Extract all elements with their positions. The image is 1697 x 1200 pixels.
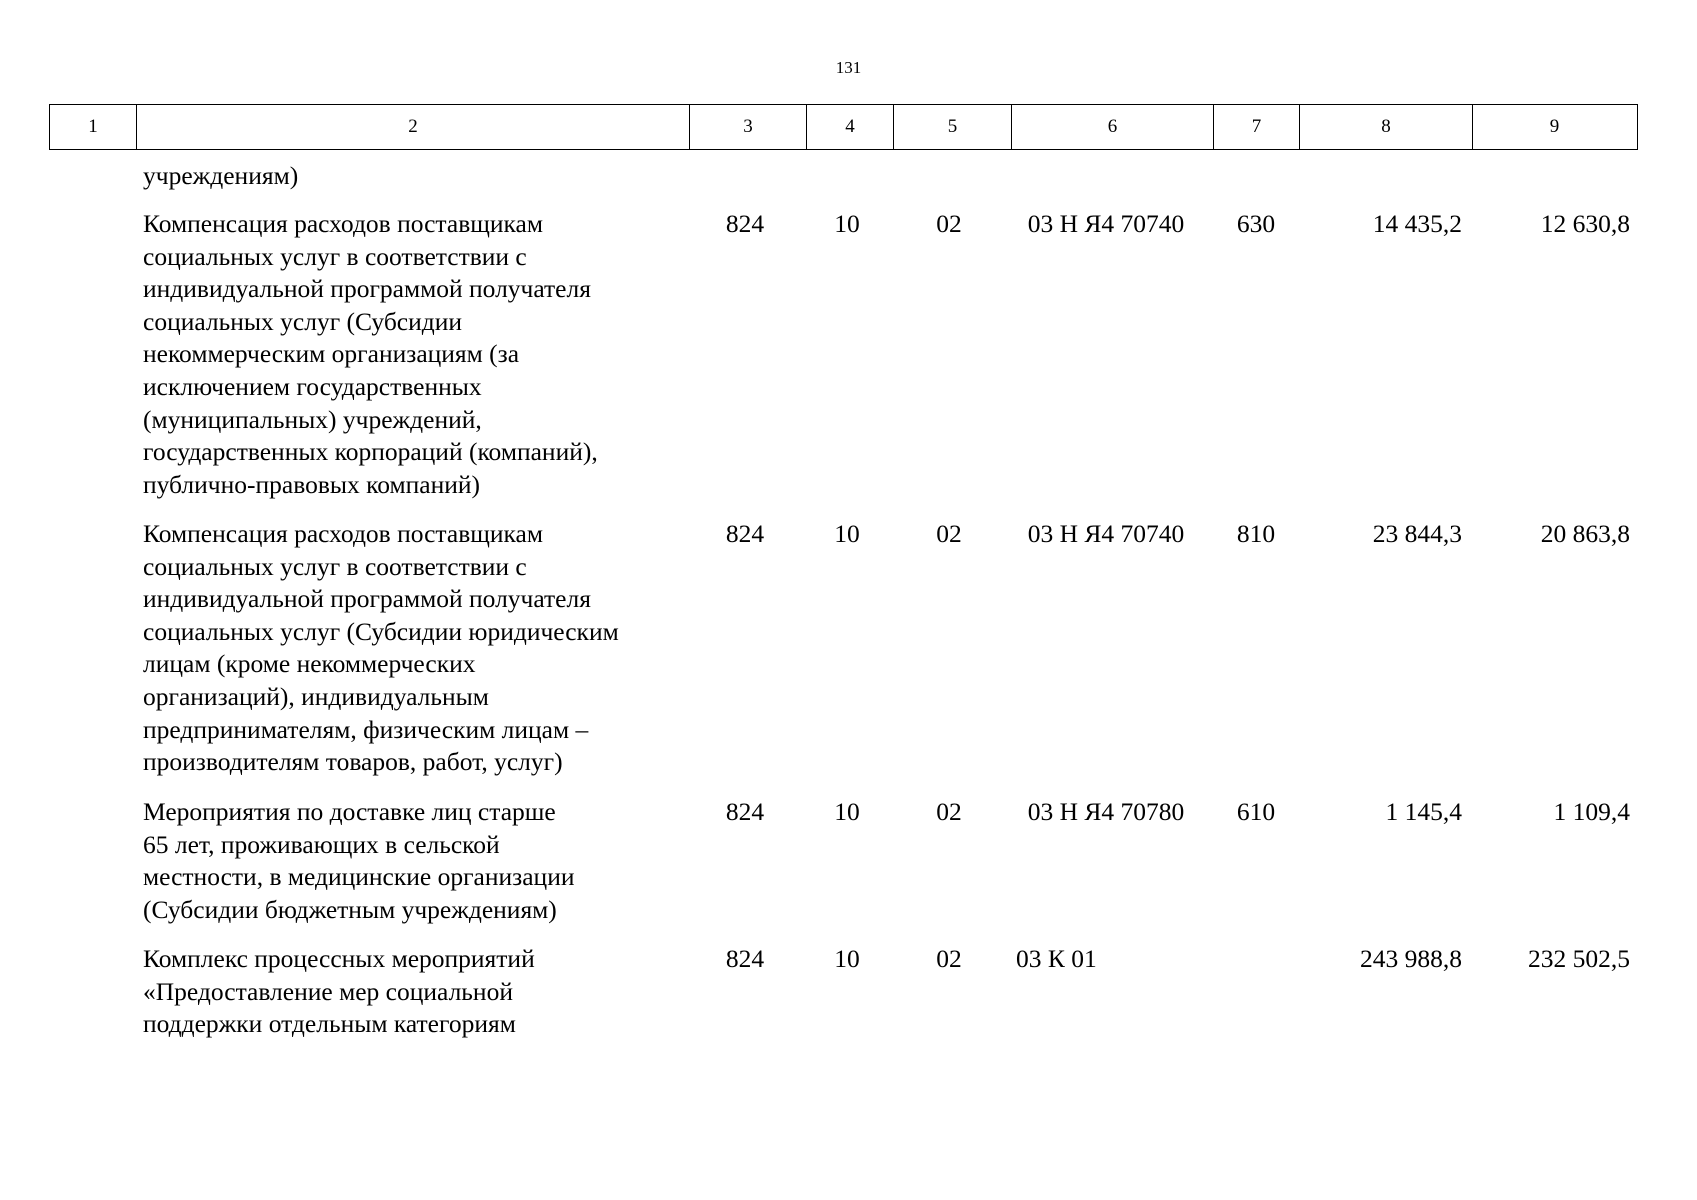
row-col-8: 243 988,8 [1360,944,1462,973]
row-col-5: 02 [936,797,962,826]
row-col-8: 23 844,3 [1372,519,1462,548]
row-col-3: 824 [725,209,765,238]
row-description: Компенсация расходов поставщикам социальных услуг в соответствии с индивидуальной программой получателя социальных услуг (Субсидии некоммерческим организациям (за исключением государственных (муниципальных) учреждений, государственных корпораций (компаний), публично-правовых компаний) [143,209,598,499]
row-description: Комплекс процессных мероприятий «Предоставление мер социальной поддержки отдельным категориям [143,944,535,1039]
row-description: Компенсация расходов поставщикам социальных услуг в соответствии с индивидуальной программой получателя социальных услуг (Субсидии юридическим лицам (кроме некоммерческих организаций), индивидуальным предпринимателям, физическим лицам – производителям товаров, работ, услуг) [143,519,619,777]
header-col-8: 8 [1299,105,1472,149]
row-col-7: 630 [1236,209,1276,238]
row-col-4: 10 [834,797,860,826]
row-col-3: 824 [725,944,765,973]
row-description: Мероприятия по доставке лиц старше 65 лет, проживающих в сельской местности, в медицинские организации (Субсидии бюджетным учреждениям) [143,797,575,924]
row-col-8: 1 145,4 [1385,797,1462,826]
row-col-9: 12 630,8 [1540,209,1630,238]
row-col-6: 03 Н Я4 70740 [1027,519,1185,548]
page-number: 131 [835,58,862,77]
table-header-row [49,104,1638,150]
row-col-3: 824 [725,797,765,826]
row-col-8: 14 435,2 [1372,209,1462,238]
header-col-4: 4 [806,105,893,149]
row-col-6: 03 Н Я4 70740 [1027,209,1185,238]
row-col-9: 20 863,8 [1540,519,1630,548]
row-col-5: 02 [936,944,962,973]
header-col-7: 7 [1213,105,1299,149]
row-col-4: 10 [834,944,860,973]
row-col-3: 824 [725,519,765,548]
header-col-2: 2 [136,105,689,149]
row-col-5: 02 [936,519,962,548]
header-col-1: 1 [88,116,98,137]
row-col-7: 810 [1236,519,1276,548]
header-col-5: 5 [893,105,1011,149]
row-col-7: 610 [1236,797,1276,826]
continuation-text: учреждениям) [143,161,299,190]
header-col-3: 3 [689,105,806,149]
row-col-4: 10 [834,209,860,238]
row-col-5: 02 [936,209,962,238]
row-col-9: 1 109,4 [1553,797,1630,826]
row-col-6: 03 Н Я4 70780 [1027,797,1185,826]
header-col-6: 6 [1011,105,1213,149]
row-col-4: 10 [834,519,860,548]
header-col-9: 9 [1472,105,1636,149]
row-col-9: 232 502,5 [1528,944,1630,973]
row-col-6: 03 К 01 [1016,944,1097,973]
